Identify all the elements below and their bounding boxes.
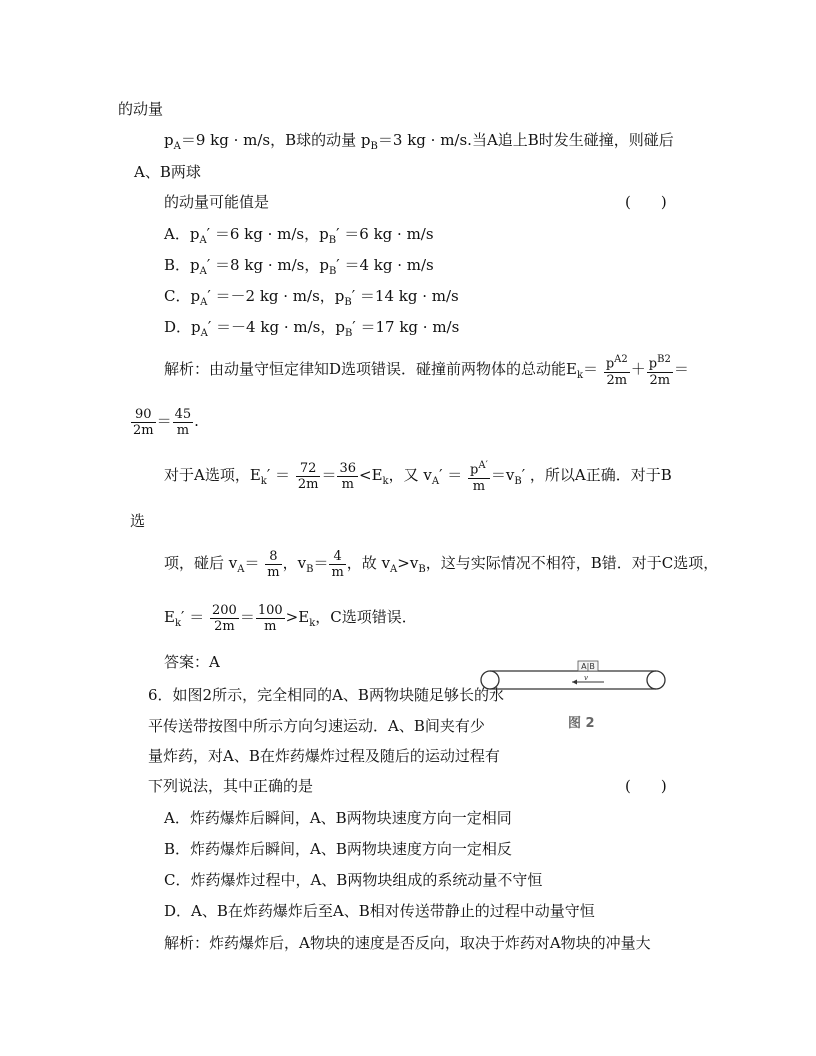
option-d: D．$p_A' =-4$ kg · m/s，$p_B' =17$ kg · m/s [164, 318, 460, 339]
option-b: B．$p_A' =8$ kg · m/s，$p_B' =4$ kg · m/s [164, 256, 434, 277]
fraction: $\frac{4}{m}$ [331, 548, 344, 580]
option-a: A．炸药爆炸后瞬间，A、B两物块速度方向一定相同 [164, 809, 512, 827]
answer-line: 答案：A [164, 653, 220, 671]
block-label: A|B [581, 662, 595, 671]
text-line: 量炸药，对A、B在炸药爆炸过程及随后的运动过程有 [148, 747, 500, 765]
text-line: 的动量可能值是 [164, 193, 270, 211]
fraction: $\frac{72}{2m}$ [297, 460, 319, 492]
option-c: C．炸药爆炸过程中，A、B两物块组成的系统动量不守恒 [164, 871, 543, 889]
analysis-line: 对于A选项，$E_k'$ ＝ $\frac{72}{2m}$ ＝ $\frac{36}{m}$ $<E_k$，又 $v_A'$ ＝ $\frac{p^{A'}}{m}$ $=v_B'$ ，所以A正确．对于B [164, 460, 672, 494]
fraction: $\frac{100}{m}$ [257, 602, 283, 634]
figure-caption: 图 2 [568, 716, 595, 731]
text-line: A、B两球 [134, 163, 201, 181]
option-c: C．$p_A' =-2$ kg · m/s，$p_B' =14$ kg · m/s [164, 287, 459, 308]
answer-bracket: ( ) [625, 193, 667, 211]
question-6: 6．如图2所示，完全相同的A、B两物块随足够长的水 [148, 686, 504, 704]
fraction: $\frac{200}{2m}$ [211, 602, 237, 634]
fraction: $\frac{p^{A'}}{m}$ [470, 460, 488, 494]
option-b: B．炸药爆炸后瞬间，A、B两物块速度方向一定相反 [164, 840, 512, 858]
analysis-line: 解析：由动量守恒定律知D选项错误．碰撞前两物体的总动能$E_k=$ $\frac{p^{A2}}{2m}$ ＋ $\frac{p^{B2}}{2m}$ ＝ [164, 354, 689, 388]
text-line: 下列说法，其中正确的是 [148, 777, 314, 795]
analysis-line: 解析：炸药爆炸后，A物块的速度是否反向，取决于炸药对A物块的冲量大 [164, 934, 651, 952]
option-a: A．$p_A' =6$ kg · m/s，$p_B' =6$ kg · m/s [164, 225, 434, 246]
fraction: $\frac{8}{m}$ [267, 548, 280, 580]
velocity-label: v [584, 674, 588, 682]
text-line: 平传送带按图中所示方向匀速运动．A、B间夹有少 [148, 717, 485, 735]
fraction: $\frac{p^{A2}}{2m}$ [605, 354, 628, 388]
right-pulley [647, 671, 665, 689]
text-line: $p_A=9$ kg · m/s，B球的动量 $p_B=3$ kg · m/s.当A追上B时发生碰撞，则碰后 [164, 131, 674, 152]
analysis-line: $E_k'$ ＝ $\frac{200}{2m}$ ＝ $\frac{100}{m}$ $>E_k$，C选项错误． [164, 602, 417, 634]
fraction: $\frac{36}{m}$ [339, 460, 356, 492]
analysis-line: 项，碰后 $v_A=$ $\frac{8}{m}$ ，$v_B=$ $\frac{4}{m}$ ，故 $v_A>v_B$，这与实际情况不相符，B错．对于C选项， [164, 548, 719, 580]
text-line: 选 [130, 512, 146, 530]
fraction: $\frac{p^{B2}}{2m}$ [648, 354, 671, 388]
fraction: $\frac{45}{m}$ [174, 406, 192, 438]
left-pulley [481, 671, 499, 689]
fraction: $\frac{90}{2m}$ [133, 406, 154, 438]
text-line: 的动量 [118, 100, 164, 118]
analysis-line: $\frac{90}{2m}$ ＝ $\frac{45}{m}$ . [133, 406, 199, 438]
option-d: D．A、B在炸药爆炸后至A、B相对传送带静止的过程中动量守恒 [164, 902, 595, 920]
answer-bracket: ( ) [625, 777, 667, 795]
